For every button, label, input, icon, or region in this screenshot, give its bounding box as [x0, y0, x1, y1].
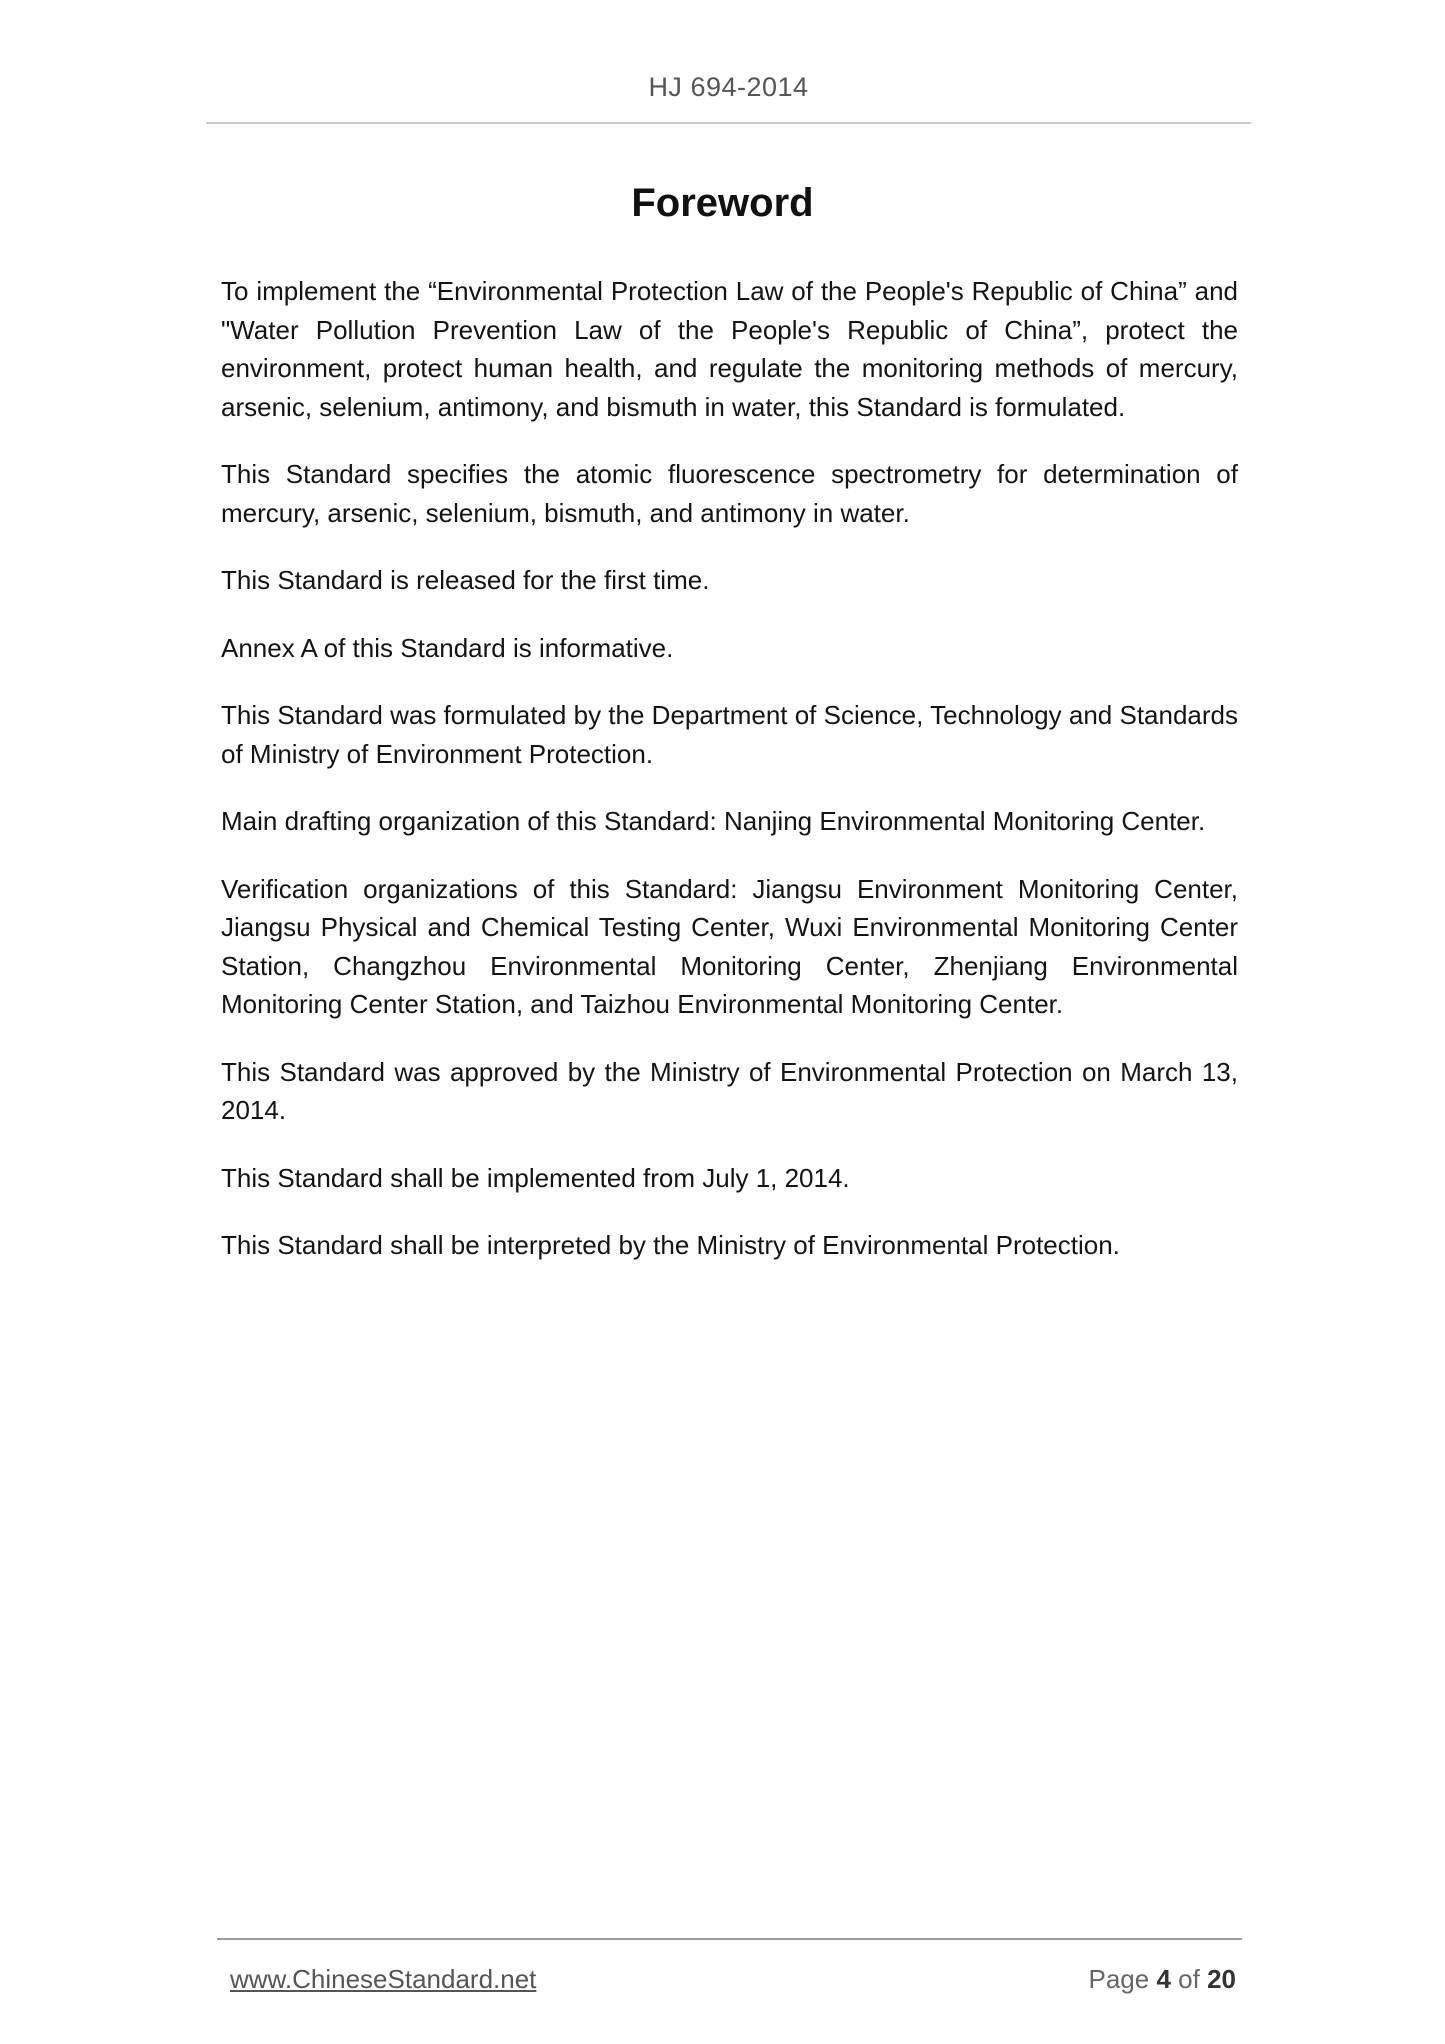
paragraph-purpose: To implement the “Environmental Protection Law of the People's Republic of China” and "Water Pollution Prevention Law of the People's Republic of China”, protect the environment, protect human health, and regulate the monitoring methods of mercury, arsenic, selenium, antimony, and bismuth in water, this Standard is formulated.	[221, 276, 1238, 422]
foreword-body	[221, 272, 1238, 1294]
paragraph-verification-orgs: Verification organizations of this Standard: Jiangsu Environment Monitoring Center, Jiangsu Physical and Chemical Testing Center, Wuxi Environmental Monitoring Center Station, Changzhou Environmental Monitoring Center, Zhenjiang Environmental Monitoring Center Station, and Taizhou Environmental Monitoring Center.	[221, 873, 1238, 1019]
paragraph-drafting-org: Main drafting organization of this Standard: Nanjing Environmental Monitoring Center.	[221, 806, 1206, 836]
current-page-number: 4	[1156, 1964, 1171, 1994]
page-indicator	[1088, 1964, 1236, 1995]
page-of: of	[1178, 1964, 1200, 1994]
total-page-count: 20	[1207, 1964, 1236, 1994]
paragraph-interpretation: This Standard shall be interpreted by the Ministry of Environmental Protection.	[221, 1230, 1120, 1260]
page-footer	[217, 1938, 1242, 2000]
page-title: Foreword	[631, 181, 814, 225]
paragraph-approval: This Standard was approved by the Ministry of Environmental Protection on March 13, 2014.	[221, 1056, 1238, 1125]
website-link[interactable]: www.ChineseStandard.net	[230, 1964, 537, 1994]
page-header	[206, 0, 1251, 124]
paragraph-implementation: This Standard shall be implemented from July 1, 2014.	[221, 1162, 850, 1193]
paragraph-scope: This Standard specifies the atomic fluorescence spectrometry for determination of mercury, arsenic, selenium, bismuth, and antimony in water.	[221, 459, 1238, 528]
paragraph-release: This Standard is released for the first time.	[221, 565, 710, 595]
paragraph-annex: Annex A of this Standard is informative.	[221, 632, 674, 663]
paragraph-formulated-by: This Standard was formulated by the Department of Science, Technology and Standards of Ministry of Environment Protection.	[221, 700, 1238, 769]
standard-code: HJ 694-2014	[648, 72, 809, 102]
page-prefix: Page	[1088, 1964, 1150, 1994]
